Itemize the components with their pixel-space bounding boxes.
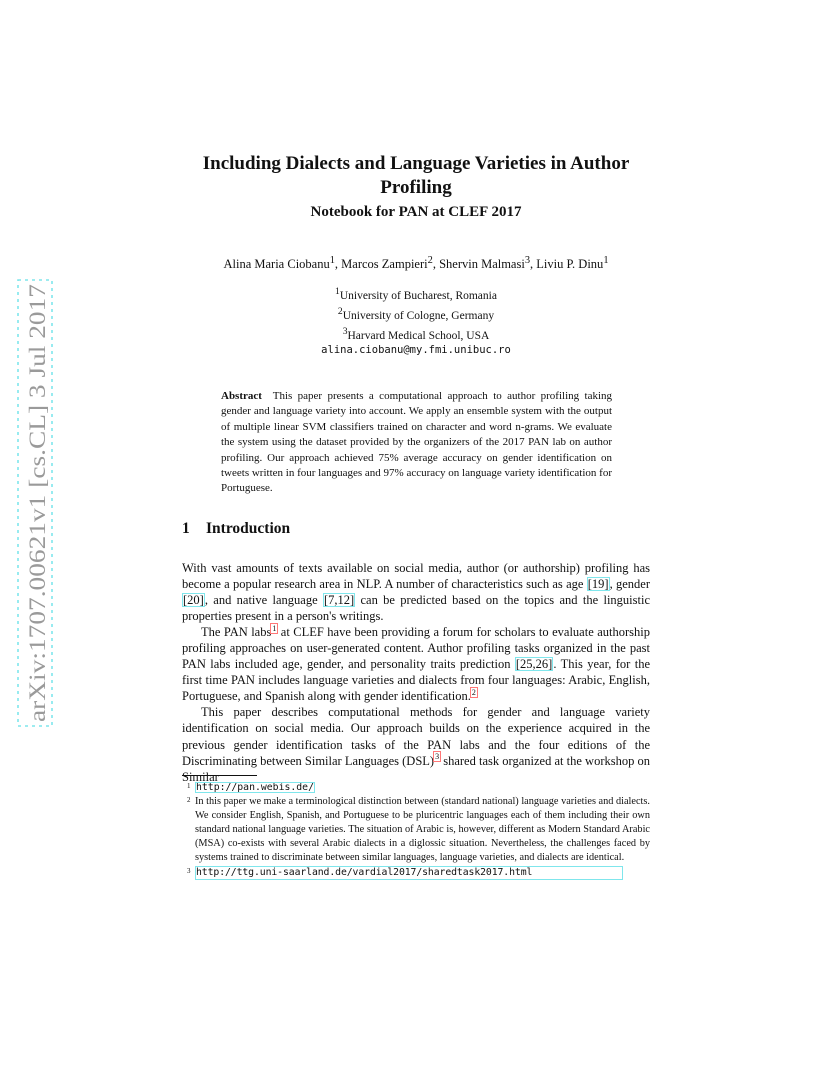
abstract bbox=[221, 389, 612, 497]
text-run: , and native language bbox=[204, 593, 323, 608]
author-name: Shervin Malmasi bbox=[439, 257, 525, 272]
footnote-ref-link[interactable]: 1 bbox=[272, 624, 277, 634]
affiliation bbox=[182, 304, 650, 324]
author-affiliation-mark: 2 bbox=[427, 255, 433, 266]
text-run: . This year, for the first time PAN includes language varieties and dialects from four languages: Arabic, English, Portuguese, and Spanish along with gender identification. bbox=[182, 657, 650, 704]
affiliation-mark: 2 bbox=[337, 305, 343, 317]
text-run: can be predicted based on the topics and the linguistic properties present in a person's writings. bbox=[182, 593, 650, 624]
paragraph bbox=[182, 560, 650, 624]
citation-link[interactable]: [20] bbox=[183, 593, 204, 608]
footnote bbox=[182, 866, 650, 880]
arxiv-stamp-graphic bbox=[15, 278, 55, 728]
footnote-text: In this paper we make a terminological distinction between (standard national) language varieties and dialects. We consider English, Spanish, and Portuguese to be pluricentric languages each of them including their own standard national language varieties. The situation of Arabic is, however, different as Modern Standard Arabic (MSA) co-exists with several Arabic dialects in a diglossic situation. Nevertheless, the challenges faced by systems trained to discriminate between similar languages, language varieties, and dialects are identical. bbox=[195, 796, 650, 864]
footnote-mark: 1 bbox=[187, 782, 191, 790]
footnote-ref-link[interactable]: 3 bbox=[435, 752, 440, 762]
footnotes bbox=[182, 781, 650, 880]
author-name: Marcos Zampieri bbox=[341, 257, 428, 272]
author-name: Liviu P. Dinu bbox=[536, 257, 604, 272]
footnote-url-link[interactable]: http://pan.webis.de/ bbox=[196, 782, 314, 793]
affiliation-text: Harvard Medical School, USA bbox=[347, 329, 490, 342]
text-run: , gender bbox=[609, 577, 650, 592]
citation-link[interactable]: [19] bbox=[587, 577, 609, 592]
paper-title: Including Dialects and Language Varieties in Author Profiling bbox=[202, 153, 630, 198]
section-number: 1 bbox=[182, 520, 190, 537]
paragraph bbox=[182, 704, 650, 784]
text-run: at CLEF have been providing a forum for scholars to evaluate authorship profiling approaches on user-generated content. Author profiling tasks organized in the past PAN labs included age, gender, and personality traits prediction bbox=[182, 625, 650, 672]
abstract-label: Abstract bbox=[221, 390, 262, 402]
section-heading bbox=[182, 520, 290, 538]
author-list: Alina Maria Ciobanu$^1$, Marcos Zampieri$^2$, Shervin Malmasi$^3$, Liviu P. Dinu$^1$ bbox=[223, 255, 609, 272]
contact-email: alina.ciobanu@my.fmi.unibuc.ro bbox=[321, 344, 511, 357]
footnote-mark: 2 bbox=[187, 796, 191, 805]
footnote bbox=[182, 781, 650, 795]
author-name: Alina Maria Ciobanu bbox=[223, 257, 330, 272]
author-affiliation-mark: 1 bbox=[603, 255, 609, 266]
affiliation-list bbox=[182, 284, 650, 358]
text-run: shared task organized at the workshop on Similar bbox=[182, 753, 650, 784]
footnote-mark: 3 bbox=[187, 866, 191, 875]
paragraph bbox=[182, 624, 650, 704]
author-affiliation-mark: 1 bbox=[329, 255, 335, 266]
footnote-divider bbox=[182, 775, 257, 776]
affiliation-mark: 1 bbox=[335, 286, 340, 297]
affiliation-text: University of Cologne, Germany bbox=[342, 309, 495, 322]
footnote-ref-link[interactable]: 2 bbox=[471, 688, 476, 698]
footnote-url-link[interactable]: http://ttg.uni-saarland.de/vardial2017/sharedtask2017.html bbox=[195, 866, 623, 880]
author-affiliation-mark: 3 bbox=[524, 255, 531, 266]
affiliation bbox=[182, 324, 650, 344]
affiliation bbox=[182, 284, 650, 304]
text-run: With vast amounts of texts available on social media, author (or authorship) profiling has become a popular research area in NLP. A number of characteristics such as age bbox=[182, 561, 650, 592]
text-run: The PAN labs bbox=[201, 625, 272, 640]
paper-subtitle: Notebook for PAN at CLEF 2017 bbox=[310, 204, 522, 220]
citation-link[interactable]: [25,26] bbox=[515, 657, 553, 672]
citation-link[interactable]: [7,12] bbox=[323, 593, 355, 608]
abstract-text: This paper presents a computational approach to author profiling taking gender and language variety into account. We apply an ensemble system with the output of multiple linear SVM classifiers trained on character and word n-grams. We evaluate the system using the dataset provided by the organizers of the 2017 PAN lab on author profiling. Our approach achieved 75% average accuracy on gender identification on tweets written in four languages and 97% accuracy on language variety identification for Portuguese. bbox=[221, 390, 613, 495]
section-title: Introduction bbox=[206, 520, 291, 537]
arxiv-stamp-text[interactable]: arXiv:1707.00621v1 [cs.CL] 3 Jul 2017 bbox=[25, 354, 50, 722]
footnote bbox=[182, 795, 650, 865]
arxiv-stamp bbox=[15, 278, 55, 728]
body-text bbox=[182, 560, 650, 785]
text-run: This paper describes computational methods for gender and language variety identification on social media. Our approach builds on the experience acquired in the previous gender identification tasks of the PAN labs and the four editions of the Discriminating between Similar Languages (DSL) bbox=[182, 705, 650, 768]
affiliation-mark: 3 bbox=[342, 325, 348, 337]
affiliation-text: University of Bucharest, Romania bbox=[339, 289, 497, 302]
